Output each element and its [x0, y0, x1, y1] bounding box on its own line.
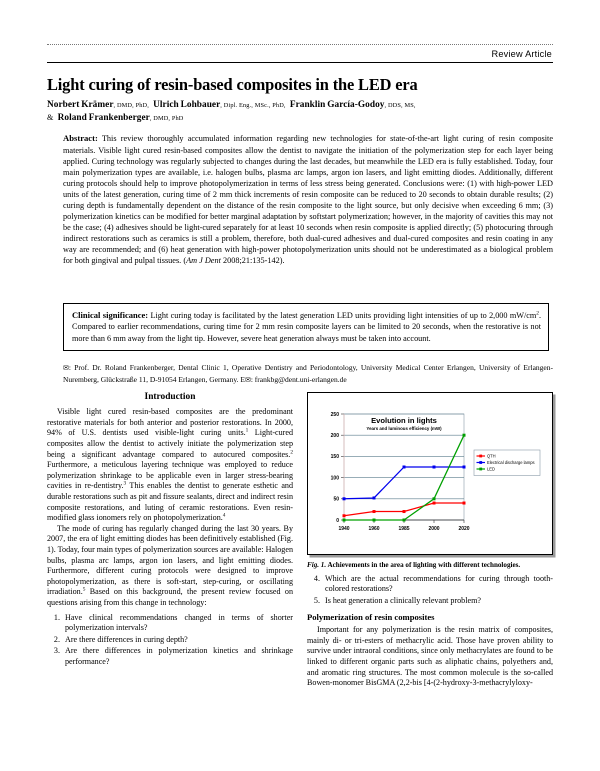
clinical-significance-label: Clinical significance:	[72, 310, 149, 320]
abstract-text: This review thoroughly accumulated information regarding new technologies for state-of-the-art light curing of resin composite materials. Visible light cured resin-based composites allow the dentist to navigate the initiation of the polymerization step for each layer being applied. Curing technology was regularly subjected to changes during the last decades, but meanwhile the LED era is fully established. Today, four main polymerization types are available, i.e. halogen bulbs, plasma arc lamps, argon ion lasers, and light emitting diodes. Additionally, different curing protocols should help to improve photopolymerization in terms of less stress being generated. Conclusions were: (1) with high-power LED units of the latest generation, curing time of 2 mm thick increments of resin composite can be reduced to 20 seconds to obtain durable results; (2) curing depth is fundamentally dependent on the distance of the resin composite to the light source, but only decisive when exceeding 6 mm; (3) polymerization kinetics can be modified for better marginal adaptation by softstart polymerization; however, in the majority of cavities this may not be the case; (4) adhesives should be light-cured separately for at least 10 seconds when resin composite is applied directly; (5) photocuring through indirect restorations such as ceramics is still a problem, therefore, both dual-cured adhesives and dual-cured composites and resin coating in any way are recommended; and (6) heat generation with high-power photopolymerization units should not be underestimated as a biological problem for both gingival and pulpal tissues.	[63, 134, 553, 266]
author-2-first: Ulrich	[153, 100, 179, 110]
author-1-first: Norbert	[47, 100, 80, 110]
svg-text:100: 100	[330, 475, 339, 482]
abstract-label: Abstract:	[63, 133, 98, 143]
author-1-last: Krämer	[81, 100, 114, 110]
svg-text:1940: 1940	[338, 526, 350, 532]
figure-1-frame	[307, 392, 553, 555]
research-questions-right	[307, 574, 553, 607]
abstract: Abstract: This review thoroughly accumulated information regarding new technologies for state-of-the-art light curing of resin composite materials. Visible light cured resin-based composites allow the dentist to navigate the initiation of the polymerization step for each layer being applied. Curing technology was regularly subjected to changes during the last decades, but meanwhile the LED era is fully established. Today, four main polymerization types are available, i.e. halogen bulbs, plasma arc lamps, argon ion lasers, and light emitting diodes. Additionally, different curing protocols should help to improve photopolymerization in terms of less stress being generated. Conclusions were: (1) with high-power LED units of the latest generation, curing time of 2 mm thick increments of resin composite can be reduced to 20 seconds to obtain durable results; (2) curing depth is fundamentally dependent on the distance of the resin composite to the light source, but only decisive when exceeding 6 mm; (3) polymerization kinetics can be modified for better marginal adaptation by softstart polymerization; however, in the majority of cavities this may not be the case; (4) adhesives should be light-cured separately for at least 10 seconds when resin composite is applied directly; (5) photocuring through indirect restorations such as ceramics is still a problem, therefore, both dual-cured adhesives and dual-cured composites and resin coating in any way are recommended; and (6) heat generation with high-power photopolymerization units should not be underestimated as a biological problem for both gingival and pulpal tissues. (Am J Dent 2008;21:135-142).	[63, 133, 553, 266]
svg-text:50: 50	[333, 496, 339, 503]
section-heading-introduction: Introduction	[144, 392, 196, 402]
citation-ref-2: 2	[290, 448, 293, 455]
author-4-degrees: , DMD, PhD	[149, 115, 184, 123]
author-conjunction: &	[47, 113, 54, 123]
author-2-last: Lohbauer	[180, 100, 221, 110]
svg-text:QTH: QTH	[487, 453, 496, 459]
figure-1-caption: Fig. 1. Achievements in the area of lighting with different technologies.	[307, 561, 521, 569]
svg-text:LED: LED	[487, 466, 495, 472]
svg-text:150: 150	[330, 454, 339, 461]
section-heading-polymerization: Polymerization of resin composites	[307, 612, 435, 623]
left-column	[47, 392, 293, 668]
abstract-citation-journal: Am J Dent	[186, 256, 221, 266]
clinical-significance-box	[63, 303, 549, 351]
citation-ref-4: 4	[222, 512, 226, 519]
svg-text:250: 250	[330, 411, 339, 418]
clinical-significance-text-a: Light curing today is facilitated by the latest generation LED units providing light intensities of up to 2,000 mW/cm	[150, 311, 537, 320]
author-2-degrees: , Dipl. Eng., MSc., PhD,	[220, 102, 286, 109]
figure-1	[307, 392, 553, 570]
header-bottom-rule	[47, 62, 553, 63]
svg-text:2020: 2020	[458, 526, 470, 532]
svg-text:200: 200	[330, 433, 339, 439]
correspondence-email[interactable]: : frankbg@dent.uni-erlangen.de	[250, 374, 347, 384]
author-4-first: Roland	[57, 113, 87, 124]
citation-ref-3: 3	[123, 480, 127, 487]
article-type-label: Review Article	[491, 48, 552, 59]
clinical-significance-text-b: . Compared to earlier recommendations, curing time for 2 mm resin composite layers can be limited to 20 seconds, when the restorative is not more than 6 mm away from the light tip. However, severe heat generation always must be taken into account.	[72, 311, 541, 343]
envelope-icon: ✉	[63, 364, 69, 372]
citation-ref-1: 1	[245, 427, 249, 434]
list-item: 2. Are there differences in curing depth?	[62, 635, 293, 646]
list-item: 3. Are there differences in polymerization kinetics and shrinkage performance?	[62, 646, 293, 667]
evolution-in-lights-chart	[312, 398, 546, 549]
author-list	[47, 99, 557, 125]
page-header	[47, 44, 553, 63]
intro-paragraph-2: The mode of curing has regularly changed during the last 30 years. By 2007, the era of light emitting diodes has been definitively established (Fig. 1). Today, four main types of polymerization sources are available: Halogen bulbs, plasma arc lamps, argon ion lasers, and light emitting diodes. Furthermore, different curing protocols were designed to improve photopolymerization, as there is soft-start, step-curing, or oscillating irradiation.$^5$ Based on this background, the present review focused on questions arising from this change in technology:	[47, 523, 293, 607]
clinical-significance-superscript: 2	[536, 310, 539, 317]
svg-text:2000: 2000	[428, 526, 440, 532]
page-title: Light curing of resin-based composites in the LED era	[47, 75, 418, 94]
polymerization-paragraph-1: Important for any polymerization is the resin matrix of composites, mainly di- or tri-esters of methacrylic acid. Those have proven ability to survive under intraoral conditions, since only methacrylates are found to be linked to different organic parts such as aliphatic chains, polyethers and, and aromatic ring structures. The most common molecule is the so-called Bowen-monomer BisGMA (2,2-bis [4-(2-hydroxy-3-methacrylyloxy-	[307, 625, 553, 688]
citation-ref-5: 5	[82, 586, 86, 593]
author-1-degrees: , DMD, PhD,	[113, 102, 149, 109]
svg-text:Years and luminous efficiency: Years and luminous efficiency (mW)	[366, 426, 442, 431]
abstract-citation-rest: 2008;21:135-142).	[220, 256, 285, 266]
list-item: 1. Have clinical recommendations changed in terms of shorter polymerization intervals?	[62, 613, 293, 634]
svg-text:1960: 1960	[368, 526, 380, 532]
correspondence-text: : Prof. Dr. Roland Frankenberger, Dental Clinic 1, Operative Dentistry and Periodontology, University Medical Center Erlangen, University of Erlangen-Nuremberg, Glückstraße 11, D-91054 Erlangen, Germany. E	[63, 363, 553, 384]
svg-text:Evolution in lights: Evolution in lights	[371, 416, 437, 425]
author-3-degrees: , DDS, MS,	[384, 102, 416, 109]
author-4-last: Frankenberger	[88, 113, 150, 124]
correspondence	[63, 362, 553, 385]
clinical-significance-paragraph	[72, 310, 541, 344]
svg-text:1985: 1985	[398, 526, 410, 532]
research-questions-left	[47, 613, 293, 668]
intro-paragraph-1: Visible light cured resin-based composites are the predominant restorative materials for both anterior and posterior restorations. In 2000, 94% of U.S. dentists used visible-light curing units.$^1$ Light-cured composites allow the dentist to actively initiate the polymerization step being a significant advantage compared to autocured composites.$^2$ Furthermore, a meticulous layering technique was employed to reduce polymerization shrinkage to be applicable even in larger stress-bearing cavities in re-dentistry.$^3$ This enables the dentist to generate esthetic and durable restorations such as pit and fissure sealants, direct and indirect resin composite restorations, and luting of ceramic restorations. Even resin-modified glass ionomers rely on photopolymerization.$^4$	[47, 407, 294, 523]
right-column	[307, 392, 553, 689]
svg-text:0: 0	[336, 517, 339, 524]
svg-text:Electrical discharge lamps: Electrical discharge lamps	[487, 460, 535, 466]
envelope-icon-2: ✉	[244, 375, 251, 384]
author-3-first: Franklin	[289, 100, 326, 110]
list-item: 5. Is heat generation a clinically relevant problem?	[322, 596, 553, 607]
list-item: 4. Which are the actual recommendations for curing through tooth-colored restorations?	[322, 574, 553, 595]
author-3-last: García-Godoy	[327, 100, 385, 110]
